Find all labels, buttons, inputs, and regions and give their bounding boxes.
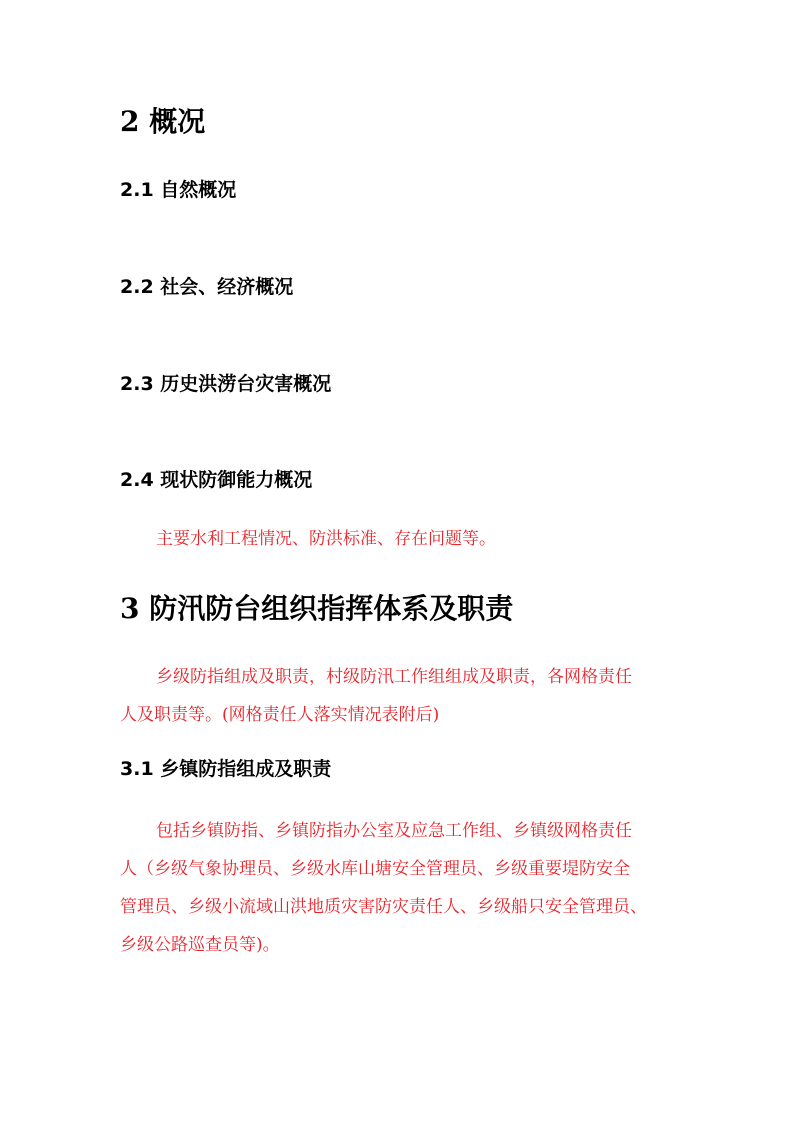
paragraph-2-4-note	[120, 520, 676, 558]
heading-2-3: 2.3 历史洪涝台灾害概况	[120, 373, 332, 395]
paragraph-line: 乡级公路巡查员等)。	[120, 935, 280, 955]
heading-2-2: 2.2 社会、经济概况	[120, 276, 294, 298]
paragraph-line: 主要水利工程情况、防洪标准、存在问题等。	[156, 529, 496, 549]
paragraph-line: 人及职责等。(网格责任人落实情况表附后)	[120, 705, 440, 725]
paragraph-line: 包括乡镇防指、乡镇防指办公室及应急工作组、乡镇级网格责任	[156, 821, 632, 841]
heading-3-1: 3.1 乡镇防指组成及职责	[120, 758, 332, 780]
paragraph-line: 乡级防指组成及职责，村级防汛工作组组成及职责，各网格责任	[156, 667, 632, 687]
heading-2-4: 2.4 现状防御能力概况	[120, 469, 313, 491]
paragraph-line: 管理员、乡级小流域山洪地质灾害防灾责任人、乡级船只安全管理员、	[120, 897, 647, 917]
heading-section-2: 2 概况	[120, 105, 206, 138]
paragraph-3-intro	[120, 658, 676, 734]
heading-section-3: 3 防汛防台组织指挥体系及职责	[120, 592, 514, 625]
heading-2-1: 2.1 自然概况	[120, 179, 237, 201]
paragraph-3-1	[120, 812, 676, 964]
paragraph-line: 人（乡级气象协理员、乡级水库山塘安全管理员、乡级重要堤防安全	[120, 859, 630, 879]
